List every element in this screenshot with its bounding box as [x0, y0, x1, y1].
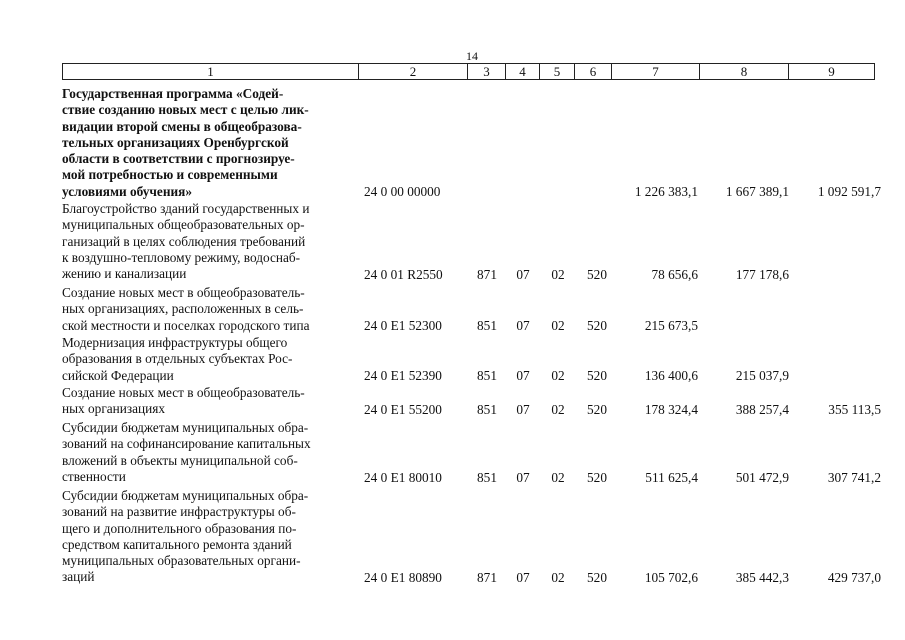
row-value-year2: 385 442,3: [735, 570, 789, 585]
row-code: 24 0 00 00000: [364, 184, 441, 199]
row-name: Создание новых мест в общеобразователь- ных организациях: [62, 385, 305, 417]
col-header-1: 1: [63, 64, 359, 80]
row-code: 24 0 E1 80890: [364, 570, 442, 585]
row-code: 24 0 E1 52390: [364, 368, 442, 383]
row-subsection: 02: [551, 402, 565, 417]
row-name: Создание новых мест в общеобразователь- ных организациях, расположенных в сель- ской местности и поселках городского типа: [62, 285, 310, 333]
row-name: Субсидии бюджетам муниципальных обра- зований на софинансирование капитальных вложений в объекты муниципальной соб- ственности: [62, 420, 311, 484]
row-expense-type: 520: [587, 318, 607, 333]
row-subsection: 02: [551, 470, 565, 485]
row-value-year2: 388 257,4: [735, 402, 789, 417]
col-header-4: 4: [506, 64, 540, 80]
row-expense-type: 520: [587, 368, 607, 383]
row-section: 07: [516, 470, 530, 485]
col-header-2: 2: [359, 64, 468, 80]
row-section: 07: [516, 368, 530, 383]
row-expense-type: 520: [587, 267, 607, 282]
row-value-year1: 215 673,5: [644, 318, 698, 333]
row-value-year1: 178 324,4: [644, 402, 698, 417]
row-grbs: 871: [477, 570, 497, 585]
row-code: 24 0 01 R2550: [364, 267, 443, 282]
row-expense-type: 520: [587, 570, 607, 585]
row-section: 07: [516, 267, 530, 282]
row-value-year2: 177 178,6: [735, 267, 789, 282]
col-header-3: 3: [468, 64, 506, 80]
row-grbs: 871: [477, 267, 497, 282]
row-grbs: 851: [477, 318, 497, 333]
col-header-6: 6: [575, 64, 612, 80]
row-code: 24 0 E1 55200: [364, 402, 442, 417]
row-code: 24 0 E1 52300: [364, 318, 442, 333]
column-header-row: [63, 64, 875, 80]
row-expense-type: 520: [587, 470, 607, 485]
row-value-year3: 355 113,5: [828, 402, 881, 417]
row-expense-type: 520: [587, 402, 607, 417]
row-section: 07: [516, 402, 530, 417]
row-name: Модернизация инфраструктуры общего образования в отдельных субъектах Рос- сийской Федерации: [62, 335, 293, 383]
row-code: 24 0 E1 80010: [364, 470, 442, 485]
row-value-year1: 136 400,6: [644, 368, 698, 383]
row-value-year1: 1 226 383,1: [634, 184, 698, 199]
row-subsection: 02: [551, 368, 565, 383]
row-value-year2: 215 037,9: [735, 368, 789, 383]
row-value-year3: 429 737,0: [827, 570, 881, 585]
row-section: 07: [516, 570, 530, 585]
page-number: 14: [466, 49, 478, 63]
row-section: 07: [516, 318, 530, 333]
row-grbs: 851: [477, 470, 497, 485]
row-subsection: 02: [551, 267, 565, 282]
col-header-7: 7: [612, 64, 700, 80]
col-header-8: 8: [700, 64, 789, 80]
row-name: Субсидии бюджетам муниципальных обра- зований на развитие инфраструктуры об- щего и дополнительного образования по- средством капитального ремонта зданий муниципальных образовательных органи- заций: [62, 488, 309, 585]
row-value-year2: 1 667 389,1: [725, 184, 789, 199]
row-name: Государственная программа «Содей- ствие созданию новых мест с целью лик- видации второй смены в общеобразова- тельных организациях Оренбургской области в соответствии с прогнозируе- мой потребностью и современными условиями обучения»: [62, 86, 309, 199]
row-subsection: 02: [551, 570, 565, 585]
col-header-5: 5: [540, 64, 575, 80]
row-grbs: 851: [477, 402, 497, 417]
row-name: Благоустройство зданий государственных и муниципальных общеобразовательных ор- ганизаций в целях соблюдения требований к воздушно-тепловому режиму, водоснаб- жению и канализации: [62, 201, 310, 282]
column-header-table: [62, 63, 875, 80]
col-header-9: 9: [789, 64, 875, 80]
row-value-year1: 78 656,6: [651, 267, 698, 282]
row-value-year3: 307 741,2: [827, 470, 881, 485]
row-grbs: 851: [477, 368, 497, 383]
row-value-year1: 511 625,4: [645, 470, 698, 485]
row-value-year3: 1 092 591,7: [817, 184, 881, 199]
row-value-year2: 501 472,9: [735, 470, 789, 485]
row-subsection: 02: [551, 318, 565, 333]
row-value-year1: 105 702,6: [644, 570, 698, 585]
